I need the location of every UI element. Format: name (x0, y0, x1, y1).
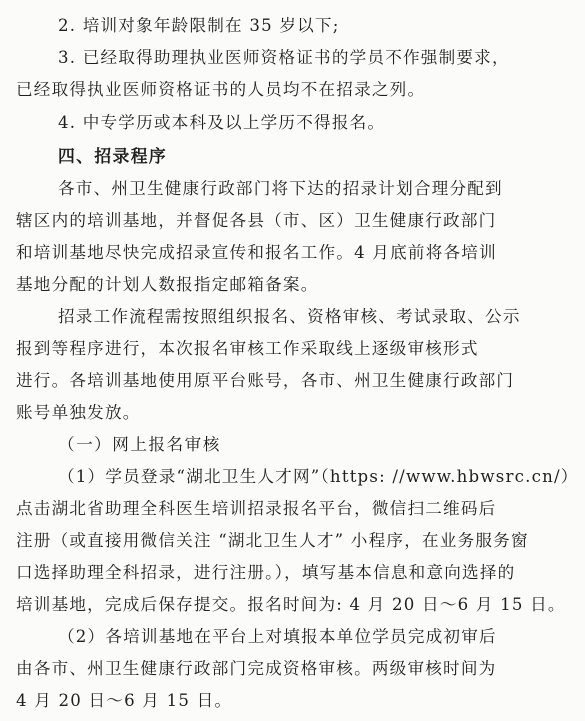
paragraph-line: 辖区内的培训基地，并督促各县（市、区）卫生健康行政部门 (16, 211, 497, 230)
paragraph-line: （1）学员登录“湖北卫生人才网”（https: //www.hbwsrc.cn/） (58, 467, 579, 486)
paragraph-line: 招录工作流程需按照组织报名、资格审核、考试录取、公示 (58, 307, 521, 326)
paragraph-line: 和培训基地尽快完成招录宣传和报名工作。4 月底前将各培训 (16, 243, 497, 262)
section-heading: 四、招录程序 (58, 146, 168, 166)
paragraph-line: 3. 已经取得助理执业医师资格证书的学员不作强制要求， (58, 48, 510, 67)
paragraph-line: 由各市、州卫生健康行政部门完成资格审核。两级审核时间为 (16, 659, 497, 678)
paragraph-line: 4. 中专学历或本科及以上学历不得报名。 (58, 113, 386, 132)
paragraph-line: 基地分配的计划人数报指定邮箱备案。 (16, 275, 319, 294)
paragraph-line: 培训基地，完成后保存提交。报名时间为: 4 月 20 日～6 月 15 日。 (16, 595, 566, 614)
paragraph-line: 账号单独发放。 (16, 403, 141, 422)
paragraph-line: 已经取得执业医师资格证书的人员均不在招录之列。 (16, 80, 426, 99)
paragraph-line: 各市、州卫生健康行政部门将下达的招录计划合理分配到 (58, 179, 503, 198)
paragraph-line: 口选择助理全科招录，进行注册。），填写基本信息和意向选择的 (16, 563, 516, 582)
subsection-heading: （一）网上报名审核 (58, 435, 221, 454)
paragraph-line: 点击湖北省助理全科医生培训招录报名平台，微信扫二维码后 (16, 499, 497, 518)
paragraph-line: 进行。各培训基地使用原平台账号，各市、州卫生健康行政部门 (16, 371, 515, 390)
paragraph-line: （2）各培训基地在平台上对填报本单位学员完成初审后 (58, 627, 497, 646)
paragraph-line: 2. 培训对象年龄限制在 35 岁以下; (58, 16, 340, 35)
paragraph-line: 4 月 20 日～6 月 15 日。 (16, 691, 233, 710)
paragraph-line: 报到等程序进行，本次报名审核工作采取线上逐级审核形式 (16, 339, 479, 358)
paragraph-line: 注册（或直接用微信关注 “湖北卫生人才” 小程序，在业务服务窗 (16, 531, 529, 550)
